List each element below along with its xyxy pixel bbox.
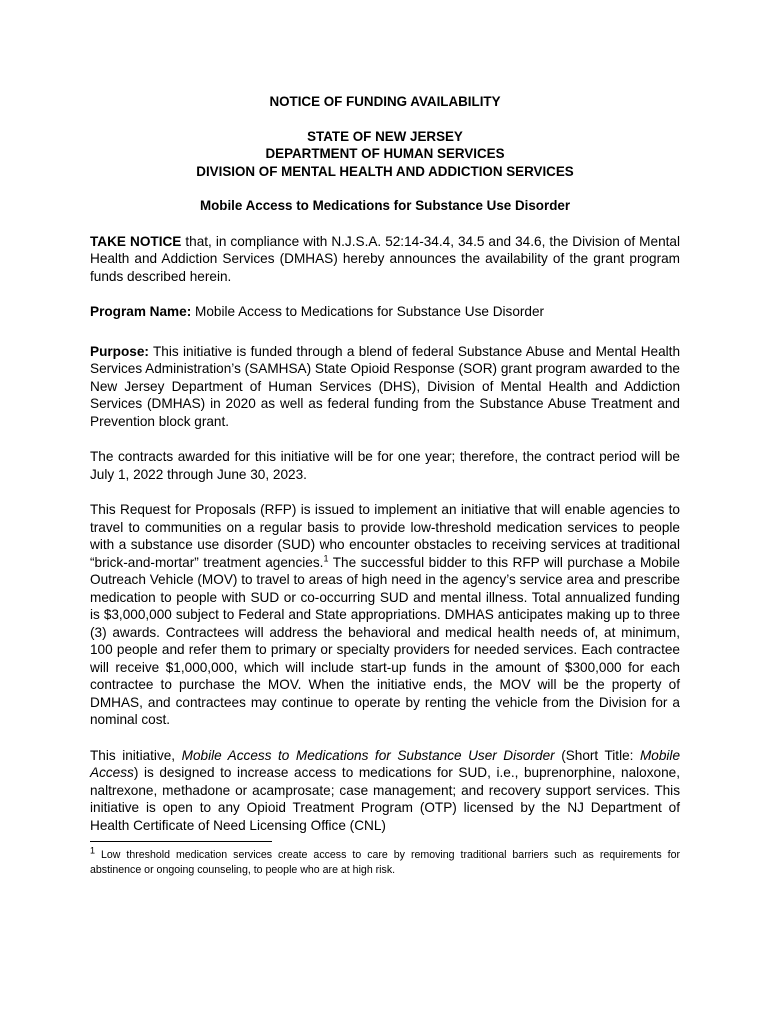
agency-heading bbox=[90, 128, 680, 181]
rfp-text-before-note: This Request for Proposals (RFP) is issued to implement an initiative that will enable agencies to travel to communities on a regular basis to provide low-threshold medication services to people with a substance use disorder (SUD) who encounter obstacles to receiving services at traditional “brick-and-mortar” treatment agencies. bbox=[90, 502, 680, 570]
program-name-value: Mobile Access to Medications for Substance Use Disorder bbox=[191, 304, 545, 319]
footnote-reference[interactable]: 1 bbox=[323, 552, 329, 563]
purpose-paragraph bbox=[90, 343, 680, 431]
program-name-label: Program Name: bbox=[90, 304, 192, 319]
footnote bbox=[90, 845, 680, 877]
initiative-title: Mobile Access to Medications for Substance User Disorder bbox=[181, 747, 555, 763]
initiative-intro: This initiative, bbox=[90, 747, 182, 763]
footnote-text: Low threshold medication services create access to care by removing traditional barriers such as requirements for abstinence or ongoing counseling, to people who are at high risk. bbox=[90, 849, 680, 876]
document-page bbox=[90, 93, 680, 877]
footnote-mark: 1 bbox=[90, 845, 96, 856]
purpose-label: Purpose: bbox=[90, 343, 149, 359]
short-title-open: (Short Title: bbox=[554, 747, 640, 763]
initiative-text: ) is designed to increase access to medications for SUD, i.e., buprenorphine, naloxone, naltrexone, methadone or acamprosate; case management; and recovery support services. This initiative is open to any Opioid Treatment Program (OTP) licensed by the NJ Department of Health Certificate of Need Licensing Office (CNL) bbox=[90, 765, 680, 833]
take-notice-text: that, in compliance with N.J.S.A. 52:14-34.4, 34.5 and 34.6, the Division of Mental Health and Addiction Services (DMHAS) hereby announces the availability of the grant program funds described herein. bbox=[90, 233, 680, 284]
division-heading: DIVISION OF MENTAL HEALTH AND ADDICTION SERVICES bbox=[196, 163, 574, 179]
short-title: Mobile Access bbox=[90, 747, 681, 780]
program-name-paragraph bbox=[90, 303, 680, 321]
rfp-paragraph bbox=[90, 501, 680, 729]
notice-heading: NOTICE OF FUNDING AVAILABILITY bbox=[269, 94, 501, 109]
purpose-text: This initiative is funded through a blend of federal Substance Abuse and Mental Health Services Administration’s (SAMHSA) State Opioid Response (SOR) grant program awarded to the New Jersey Department of Human Services (DHS), Division of Mental Health and Addiction Services (DMHAS) in 2020 as well as federal funding from the Substance Abuse Treatment and Prevention block grant. bbox=[90, 343, 680, 429]
rfp-text-after-note: The successful bidder to this RFP will purchase a Mobile Outreach Vehicle (MOV) to travel to areas of high need in the agency’s service area and prescribe medication to people with SUD or co-occurring SUD and mental illness. Total annualized funding is $3,000,000 subject to Federal and State appropriations. DMHAS anticipates making up to three (3) awards. Contractees will address the behavioral and medical health needs of, at minimum, 100 people and refer them to primary or specialty providers for needed services. Each contractee will receive $1,000,000, which will include start-up funds in the amount of $300,000 for each contractee to purchase the MOV. When the initiative ends, the MOV will be the property of DMHAS, and contractees may continue to operate by renting the vehicle from the Division for a nominal cost. bbox=[90, 554, 680, 727]
footnote-divider bbox=[90, 841, 272, 842]
take-notice-paragraph bbox=[90, 233, 680, 286]
initiative-paragraph bbox=[90, 747, 680, 835]
state-heading: STATE OF NEW JERSEY bbox=[307, 128, 463, 144]
document-subject: Mobile Access to Medications for Substance Use Disorder bbox=[199, 198, 571, 213]
take-notice-label: TAKE NOTICE bbox=[90, 233, 182, 249]
contracts-paragraph: The contracts awarded for this initiative will be for one year; therefore, the contract period will be July 1, 2022 through June 30, 2023. bbox=[90, 449, 680, 482]
department-heading: DEPARTMENT OF HUMAN SERVICES bbox=[265, 146, 505, 161]
